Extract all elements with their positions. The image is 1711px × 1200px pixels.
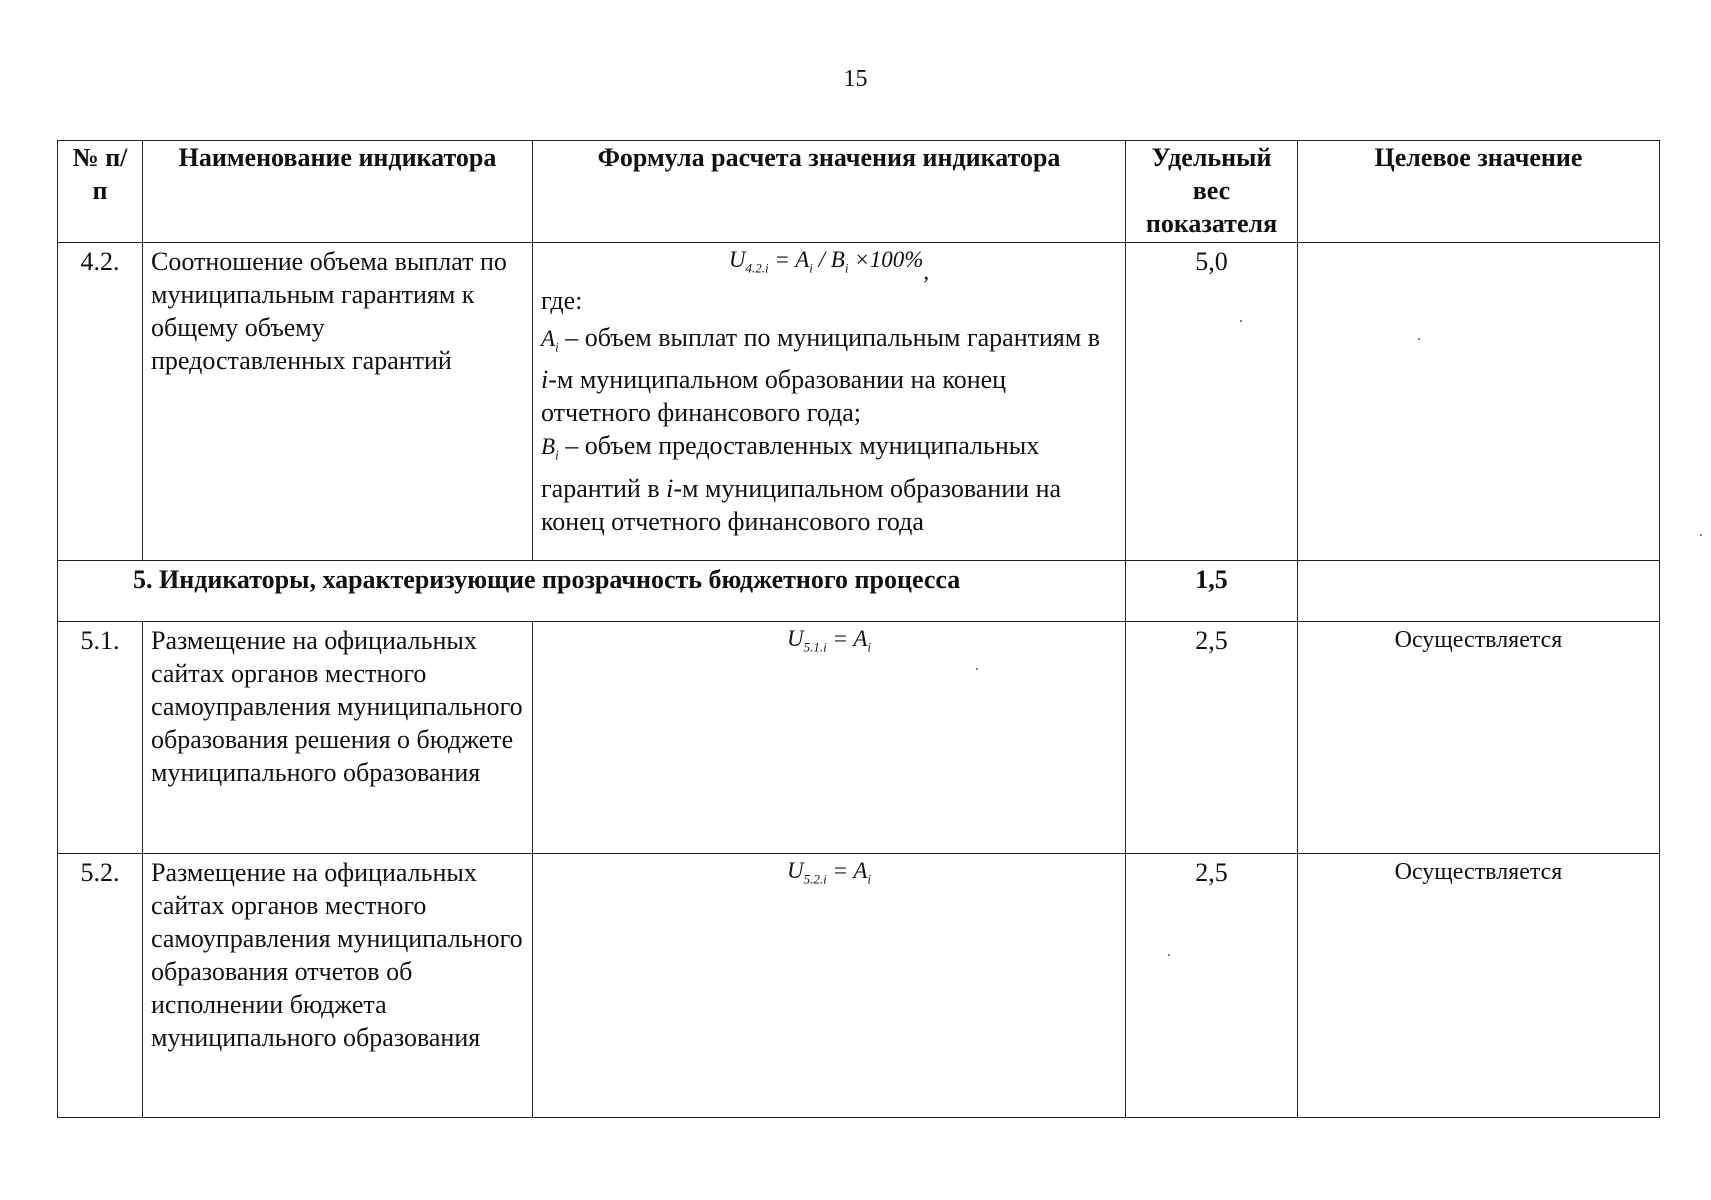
table-row: [58, 243, 1660, 561]
page-number: 15: [843, 66, 868, 92]
row-formula: [533, 622, 1126, 854]
row-name: Размещение на официальных сайтах органов местного самоуправления муниципального образования решения о бюджете муниципального образования: [143, 622, 533, 854]
formula: $U_{5.2.i} = A_i$: [786, 858, 872, 887]
table-header-row: [58, 141, 1660, 243]
section-row: [58, 561, 1660, 622]
row-weight: 5,0: [1126, 243, 1298, 561]
scan-speck: [1418, 338, 1420, 340]
scan-speck: [1168, 954, 1170, 956]
row-num: 5.1.: [58, 622, 143, 854]
header-target: Целевое значение: [1298, 141, 1660, 243]
scan-speck: [976, 668, 978, 670]
header-weight: Удельный вес показателя: [1126, 141, 1298, 243]
indicators-table: [57, 140, 1660, 1118]
definition-b: $B_i$ – объем предоставленных муниципальных гарантий в i-м муниципальном образовании на конец отчетного финансового года: [541, 431, 1062, 536]
row-weight: 2,5: [1126, 622, 1298, 854]
row-formula: [533, 243, 1126, 561]
formula-where: где:: [541, 285, 583, 315]
row-num: 4.2.: [58, 243, 143, 561]
formula: $U_{5.1.i} = A_i$: [786, 626, 872, 655]
scan-speck: [1700, 534, 1702, 536]
definition-a: $A_i$ – объем выплат по муниципальным гарантиям в i-м муниципальном образовании на конец отчетного финансового года;: [541, 322, 1101, 428]
row-target: Осуществляется: [1298, 854, 1660, 1118]
table-row: [58, 622, 1660, 854]
section-title: 5. Индикаторы, характеризующие прозрачность бюджетного процесса: [58, 561, 1126, 622]
header-num: № п/п: [58, 141, 143, 243]
formula: $U_{4.2.i} = A_i / B_i \times 100\%$,: [728, 247, 930, 284]
header-formula: Формула расчета значения индикатора: [533, 141, 1126, 243]
row-target: Осуществляется: [1298, 622, 1660, 854]
section-target: [1298, 561, 1660, 622]
row-weight: 2,5: [1126, 854, 1298, 1118]
row-name: Соотношение объема выплат по муниципальным гарантиям к общему объему предоставленных гарантий: [143, 243, 533, 561]
scan-speck: [1240, 320, 1242, 322]
section-weight: 1,5: [1126, 561, 1298, 622]
row-formula: [533, 854, 1126, 1118]
header-name: Наименование индикатора: [143, 141, 533, 243]
row-name: Размещение на официальных сайтах органов местного самоуправления муниципального образования отчетов об исполнении бюджета муниципального образования: [143, 854, 533, 1118]
row-num: 5.2.: [58, 854, 143, 1118]
row-target: [1298, 243, 1660, 561]
table-row: [58, 854, 1660, 1118]
